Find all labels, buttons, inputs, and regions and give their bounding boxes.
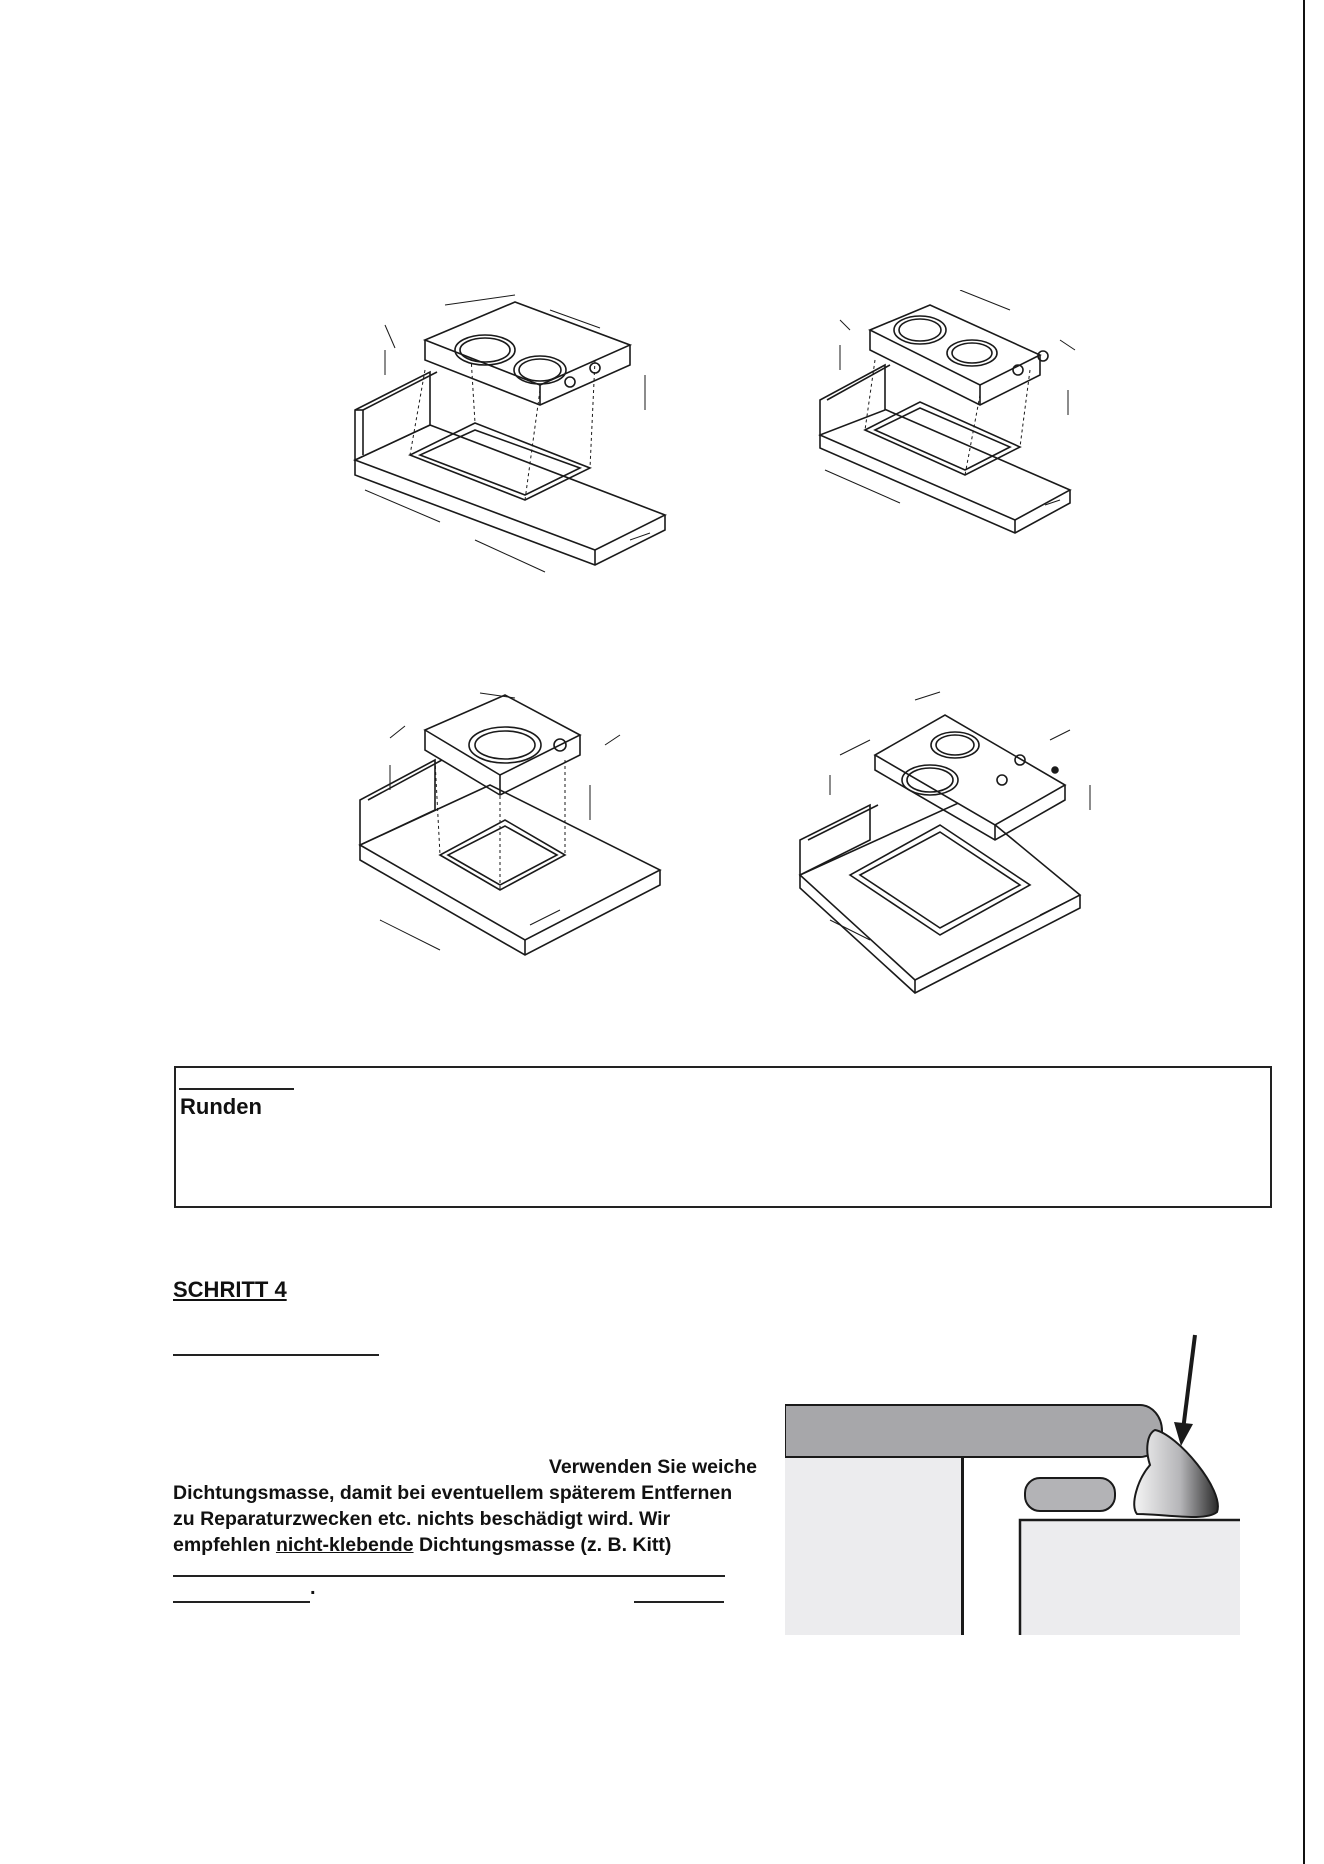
step-line-1: Verwenden Sie weiche [548, 1456, 757, 1478]
step-line-2: Dichtungsmasse, damit bei eventuellem späterem Entfernen [173, 1482, 733, 1504]
cooktop-two-burner-inline-side-controls-installation [810, 290, 1090, 570]
step-line-4-start: empfehlen [173, 1534, 276, 1556]
step-line-3: zu Reparaturzwecken etc. nichts beschädigt wird. Wir [173, 1508, 671, 1530]
heading-rule [173, 1354, 379, 1356]
page-edge-line [1303, 0, 1305, 1864]
step-title: SCHRITT 4 [173, 1277, 287, 1302]
note-title-rule [179, 1088, 294, 1090]
cooktop-single-burner-installation [350, 690, 670, 990]
text-rule-3 [634, 1601, 724, 1603]
text-rule-2 [173, 1601, 310, 1603]
text-rule-1 [173, 1575, 725, 1577]
cooktop-two-burner-inline-installation [345, 290, 675, 610]
step-body-text [173, 1454, 763, 1558]
step-line-4-end: Dichtungsmasse (z. B. Kitt) [413, 1534, 672, 1556]
rounding-note-box [174, 1066, 1272, 1208]
cooktop-two-burner-staggered-installation [790, 690, 1100, 1000]
non-adhesive-term: nicht-klebende [275, 1534, 414, 1556]
note-title: Runden [180, 1094, 262, 1119]
period-mark: . [310, 1577, 316, 1599]
sealant-bead-cross-section [785, 1330, 1240, 1645]
step-line-4 [173, 1532, 763, 1558]
